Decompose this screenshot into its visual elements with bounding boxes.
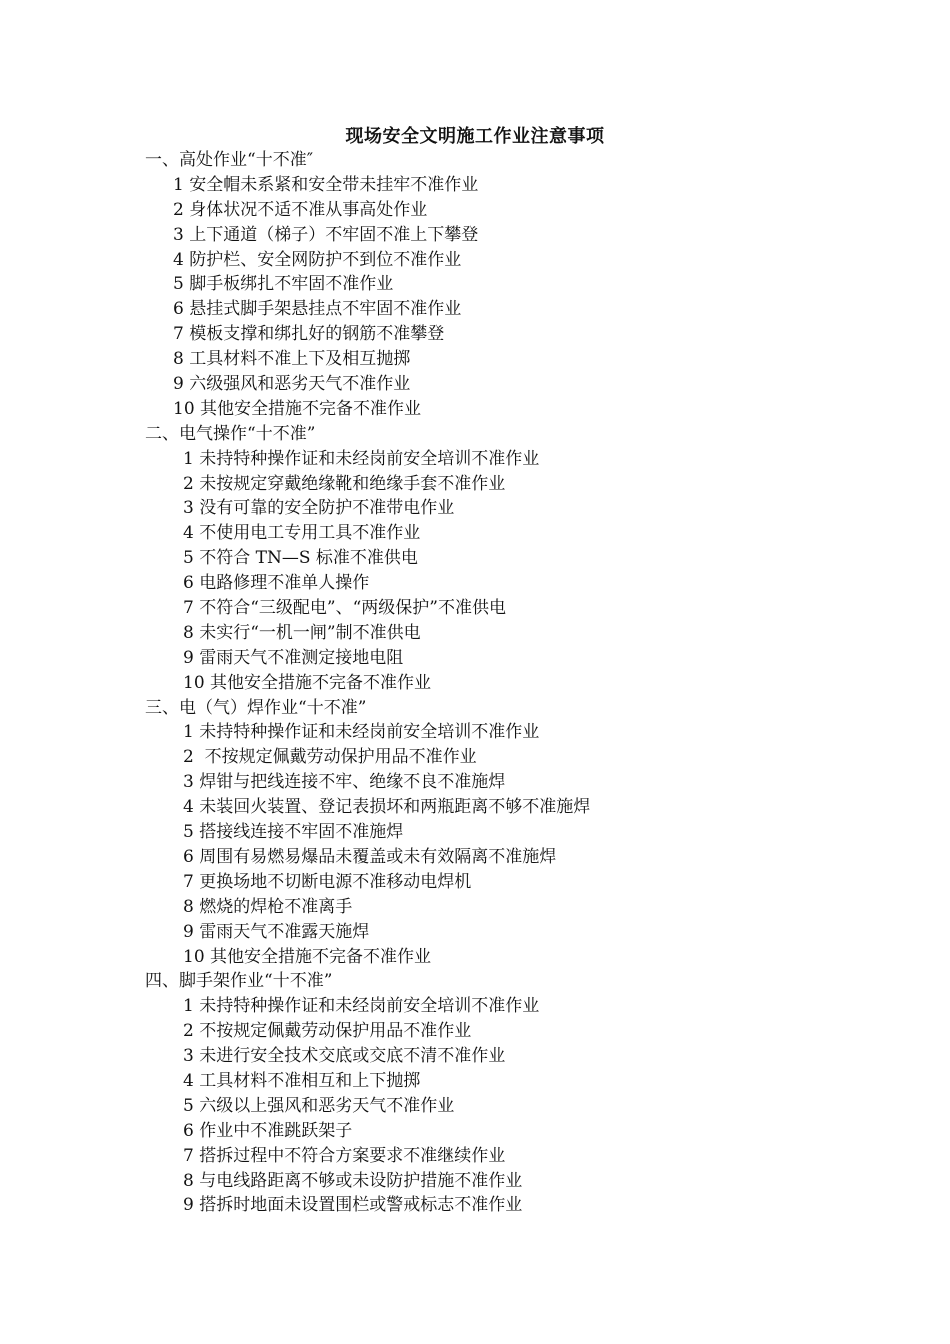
section-high-altitude-work — [0, 148, 950, 422]
document-title: 现场安全文明施工作业注意事项 — [345, 126, 605, 147]
section-scaffolding-work — [0, 969, 950, 1218]
list-item: 2 未按规定穿戴绝缘靴和绝缘手套不准作业 — [183, 473, 506, 494]
list-item: 8 与电线路距离不够或未设防护措施不准作业 — [183, 1170, 523, 1191]
list-item: 6 周围有易燃易爆品未覆盖或未有效隔离不准施焊 — [183, 846, 557, 867]
list-item: 1 安全帽未系紧和安全带未挂牢不准作业 — [173, 174, 479, 195]
list-item: 5 脚手板绑扎不牢固不准作业 — [173, 274, 394, 295]
list-item: 10 其他安全措施不完备不准作业 — [173, 398, 422, 419]
list-item: 5 搭接线连接不牢固不准施焊 — [183, 822, 404, 843]
list-item: 3 没有可靠的安全防护不准带电作业 — [183, 498, 455, 519]
list-item: 4 不使用电工专用工具不准作业 — [183, 523, 421, 544]
list-item: 1 未持特种操作证和未经岗前安全培训不准作业 — [183, 996, 540, 1017]
section-welding-work — [0, 696, 950, 970]
list-item: 4 工具材料不准相互和上下抛掷 — [183, 1070, 421, 1091]
document-body — [0, 148, 950, 1218]
list-item: 8 燃烧的焊枪不准离手 — [183, 896, 353, 917]
list-item: 4 未装回火装置、登记表损坏和两瓶距离不够不准施焊 — [183, 797, 591, 818]
list-item: 9 雷雨天气不准测定接地电阻 — [183, 647, 404, 668]
list-item: 7 模板支撑和绑扎好的钢筋不准攀登 — [173, 324, 445, 345]
list-item: 2 不按规定佩戴劳动保护用品不准作业 — [183, 1021, 472, 1042]
list-item: 9 六级强风和恶劣天气不准作业 — [173, 374, 411, 395]
list-item: 9 雷雨天气不准露天施焊 — [183, 921, 370, 942]
list-item: 3 焊钳与把线连接不牢、绝缘不良不准施焊 — [183, 772, 506, 793]
list-item: 3 未进行安全技术交底或交底不清不准作业 — [183, 1046, 506, 1067]
list-item: 10 其他安全措施不完备不准作业 — [183, 946, 432, 967]
list-item: 10 其他安全措施不完备不准作业 — [183, 672, 432, 693]
list-item: 6 悬挂式脚手架悬挂点不牢固不准作业 — [173, 299, 462, 320]
list-item: 2 身体状况不适不准从事高处作业 — [173, 199, 428, 220]
section-heading: 四、脚手架作业“十不准” — [145, 971, 333, 992]
list-item: 1 未持特种操作证和未经岗前安全培训不准作业 — [183, 448, 540, 469]
list-item: 4 防护栏、安全网防护不到位不准作业 — [173, 249, 462, 270]
list-item: 5 不符合 TN—S 标准不准供电 — [183, 548, 418, 569]
list-item: 1 未持特种操作证和未经岗前安全培训不准作业 — [183, 722, 540, 743]
list-item: 6 作业中不准跳跃架子 — [183, 1120, 353, 1141]
list-item: 7 不符合“三级配电”、“两级保护”不准供电 — [183, 598, 506, 619]
list-item: 5 六级以上强风和恶劣天气不准作业 — [183, 1095, 455, 1116]
section-heading: 三、电（气）焊作业“十不准” — [145, 697, 367, 718]
list-item: 2 不按规定佩戴劳动保护用品不准作业 — [183, 747, 477, 768]
list-item: 8 未实行“一机一闸”制不准供电 — [183, 622, 421, 643]
list-item: 6 电路修理不准单人操作 — [183, 573, 370, 594]
section-electrical-operation — [0, 422, 950, 696]
list-item: 3 上下通道（梯子）不牢固不准上下攀登 — [173, 224, 479, 245]
list-item: 8 工具材料不准上下及相互抛掷 — [173, 349, 411, 370]
section-heading: 一、高处作业“十不准″ — [145, 150, 314, 170]
list-item: 9 搭拆时地面未设置围栏或警戒标志不准作业 — [183, 1195, 523, 1216]
list-item: 7 更换场地不切断电源不准移动电焊机 — [183, 871, 472, 892]
section-heading: 二、电气操作“十不准” — [145, 423, 316, 444]
list-item: 7 搭拆过程中不符合方案要求不准继续作业 — [183, 1145, 506, 1166]
